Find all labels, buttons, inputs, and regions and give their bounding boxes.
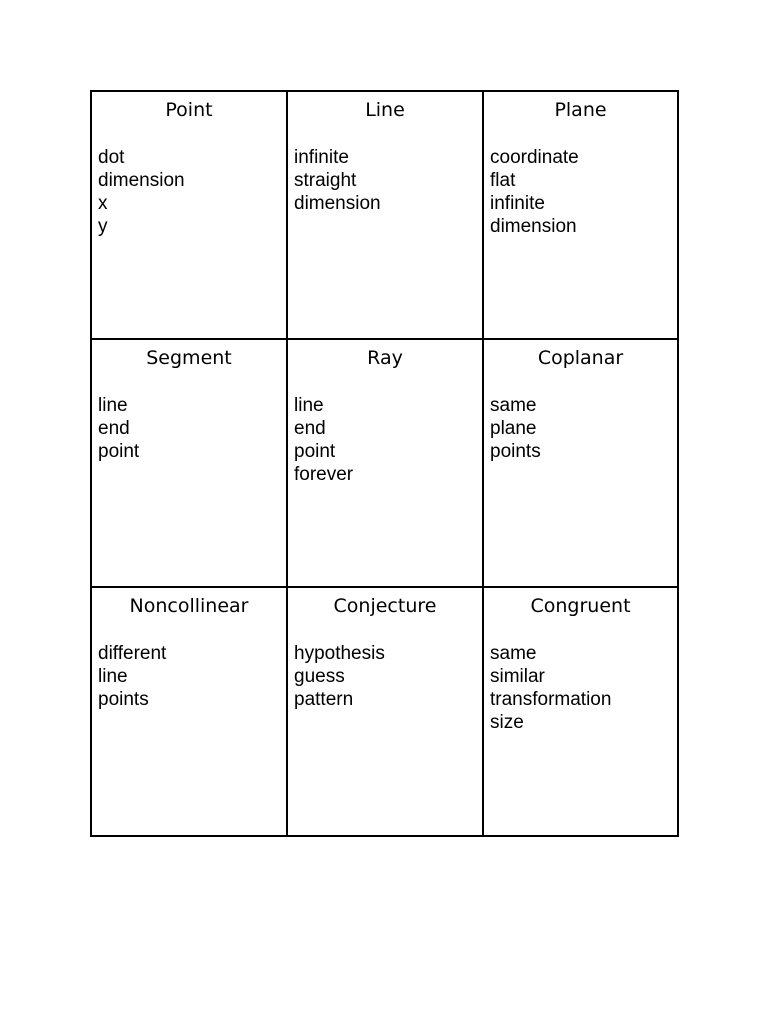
word-item: guess <box>294 666 345 687</box>
cell-congruent <box>484 588 677 835</box>
word-item: end <box>98 418 130 439</box>
word-item: coordinate <box>490 147 579 168</box>
cell-plane <box>484 92 677 340</box>
word-item: hypothesis <box>294 643 385 664</box>
word-list <box>294 642 385 711</box>
cell-title: Segment <box>146 347 232 369</box>
word-item: points <box>98 689 149 710</box>
word-list <box>294 394 353 486</box>
word-item: dimension <box>98 170 185 191</box>
word-item: line <box>294 395 324 416</box>
word-list <box>490 146 579 238</box>
word-item: point <box>294 441 336 462</box>
cell-title: Point <box>165 99 213 121</box>
vocabulary-grid <box>90 90 679 837</box>
word-item: x <box>98 193 108 214</box>
cell-title: Line <box>365 99 405 121</box>
word-item: same <box>490 395 537 416</box>
word-item: line <box>98 395 128 416</box>
word-item: straight <box>294 170 357 191</box>
cell-coplanar <box>484 340 677 588</box>
cell-title: Coplanar <box>537 347 624 369</box>
word-item: line <box>98 666 128 687</box>
word-item: y <box>98 216 108 237</box>
cell-title: Plane <box>554 99 607 121</box>
cell-line <box>288 92 484 340</box>
word-item: different <box>98 643 167 664</box>
word-item: infinite <box>490 193 545 214</box>
cell-noncollinear <box>92 588 288 835</box>
cell-title: Conjecture <box>333 595 437 617</box>
word-list <box>490 642 611 734</box>
word-item: end <box>294 418 326 439</box>
word-item: points <box>490 441 541 462</box>
cell-title: Ray <box>367 347 403 369</box>
word-item: flat <box>490 170 516 191</box>
word-item: forever <box>294 464 354 485</box>
word-item: similar <box>490 666 545 687</box>
word-list <box>490 394 541 463</box>
word-list <box>98 642 166 711</box>
cell-point <box>92 92 288 340</box>
word-list <box>98 146 185 238</box>
word-item: dimension <box>294 193 381 214</box>
cell-conjecture <box>288 588 484 835</box>
cell-title: Noncollinear <box>129 595 249 617</box>
word-item: dot <box>98 147 125 168</box>
word-list <box>294 146 381 215</box>
word-item: same <box>490 643 537 664</box>
word-item: transformation <box>490 689 612 710</box>
word-item: pattern <box>294 689 354 710</box>
word-list <box>98 394 139 463</box>
word-item: infinite <box>294 147 349 168</box>
cell-ray <box>288 340 484 588</box>
word-item: plane <box>490 418 537 439</box>
word-item: size <box>490 712 524 733</box>
cell-title: Congruent <box>530 595 631 617</box>
cell-segment <box>92 340 288 588</box>
word-item: point <box>98 441 140 462</box>
word-item: dimension <box>490 216 577 237</box>
